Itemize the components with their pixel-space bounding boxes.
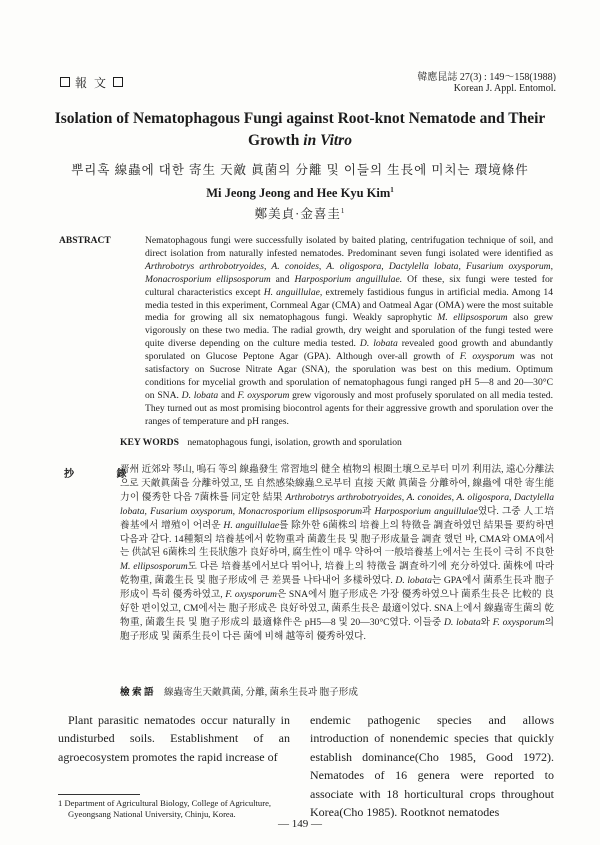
abstract-body-segment: Of these, six fungi were tested for cultural characteristics except bbox=[145, 273, 553, 298]
abstract-body-segment: F. oxysporum bbox=[459, 351, 515, 363]
paper-title-italic: in Vitro bbox=[303, 132, 352, 149]
journal-citation bbox=[417, 72, 556, 94]
box-glyph-right bbox=[113, 77, 123, 87]
korean-summary-body-segment: 와 bbox=[480, 616, 493, 628]
abstract-body-segment: grew vigorously and most profusely sporulated on all media tested. They turned out as most promising biocontrol agents for their aggressive growth and sporulation over the ranges of temperature and pH ranges. bbox=[145, 389, 553, 427]
abstract-body-segment: D. lobata bbox=[359, 338, 398, 350]
korean-summary-body-segment: 과 bbox=[362, 505, 375, 517]
korean-summary-body-segment: D. lobata bbox=[395, 575, 432, 587]
abstract-body-segment: and bbox=[270, 273, 295, 285]
korean-summary-body-segment: 였다. 그중 人工培養基에서 增殖이 어려운 bbox=[120, 505, 554, 531]
box-glyph-left bbox=[60, 77, 70, 87]
abstract-body-segment: Arthrobotrys arthrobotryoides, A. conoides, A. oligospora, Dactylella lobata, Fusarium oxysporum, Monacrosporium ellipsosporum bbox=[145, 260, 553, 285]
abstract-body-segment: Nematophagous fungi were successfully isolated by baited plating, centrifugation technique of soil, and direct isolation from naturally infested nematodes. Predominant seven fungi isolated were identified as bbox=[145, 235, 553, 259]
abstract-body-segment: also grew vigorously on these two media. The radial growth, dry weight and sporulation of the fungi tested were quite diverse depending on the culture media tested. bbox=[145, 312, 553, 350]
korean-key-words-text: 線蟲寄生天敵眞菌, 分離, 菌糸生長과 胞子形成 bbox=[163, 687, 358, 698]
abstract-body bbox=[145, 235, 553, 429]
section-label bbox=[60, 74, 123, 91]
korean-summary-body-segment: Arthrobotrys arthrobotryoides, A. conoides, A. oligospora, Dactylella lobata, Fusarium oxysporum, Monacrosporium ellipsosporum bbox=[120, 491, 555, 517]
authors-english bbox=[40, 186, 560, 201]
korean-key-words bbox=[120, 684, 560, 698]
korean-key-words-label: 檢 索 語 bbox=[120, 687, 154, 698]
korean-summary-body-segment: F. oxysporum bbox=[492, 616, 545, 628]
footnote-text: 1 Department of Agricultural Biology, College of Agriculture, Gyeongsang National University, Chinju, Korea. bbox=[58, 798, 272, 819]
footnote-rule bbox=[58, 794, 140, 795]
key-words-text: nematophagous fungi, isolation, growth and sporulation bbox=[187, 437, 402, 448]
abstract-body-segment: extremely fastidious fungus in artificial media. Among 14 media tested in this experiment, Cornmeal Agar (CMA) and Oatmeal Agar (OMA) were the most suitable media for growing all six nematophagous fungi. Weakly saprophytic bbox=[145, 286, 553, 324]
korean-summary-body-segment: 를 除外한 6菌株의 培養上의 特徵을 調査하였던 結果를 要約하면 다음과 같다. 14種類의 培養基에서 乾物重과 菌叢生長 및 胞子形成量을 調査 했던 바, CMA와 OMA에서는 供試된 6菌株의 生長狀態가 良好하며, 腐生性이 매우 약하여 一般培養基上에서는 生長이 극히 不良한 bbox=[120, 519, 554, 559]
footnote bbox=[58, 798, 290, 820]
page-number: — 149 — bbox=[278, 818, 322, 830]
abstract-body-segment: D. lobata bbox=[181, 389, 219, 401]
korean-summary-body-segment: M. ellipsosporum bbox=[120, 561, 188, 573]
section-label-text: 報 文 bbox=[75, 76, 109, 90]
korean-summary-body-segment: F. oxysporum bbox=[225, 589, 277, 601]
korean-summary-label: 抄 錄 bbox=[64, 469, 147, 480]
abstract-body-segment: revealed good growth and abundantly sporulated on Glucose Peptone Agar (GPA). Although over-all growth of bbox=[145, 338, 554, 363]
korean-summary-body-segment: Harposporium anguillulae bbox=[374, 505, 478, 517]
abstract-body-segment: and bbox=[218, 389, 238, 401]
key-words-label: KEY WORDS bbox=[120, 437, 179, 448]
abstract-label: ABSTRACT bbox=[59, 236, 111, 246]
korean-summary-body-segment: 은 SNA에서 胞子形成은 가장 優秀하였으나 菌系生長은 比較的 良好한 편이었고, CM에서는 胞子形成은 良好하였고, 菌系生長은 最適이었다. SNA上에서 線蟲寄生菌의 乾物重, 菌叢生長 및 胞子形成의 最適條件은 pH5—8 및 20—30°C였다. 이들중 bbox=[120, 589, 554, 628]
korean-summary-body bbox=[120, 463, 554, 644]
key-words bbox=[120, 437, 560, 448]
korean-summary-body-segment: 는 GPA에서 菌系生長과 胞子形成이 특히 優秀하였고, bbox=[120, 575, 555, 601]
journal-english-name: Korean J. Appl. Entomol. bbox=[453, 83, 556, 94]
abstract-body-segment: H. anguillulae, bbox=[263, 286, 323, 298]
authors-korean-affil-mark: 1 bbox=[340, 206, 346, 215]
paper-title-main: Isolation of Nematophagous Fungi against Root-knot Nematode and Their Growth bbox=[54, 110, 546, 149]
authors-korean-names: 鄭美貞·金喜圭 bbox=[254, 207, 341, 221]
korean-summary-body-segment: H. anguillulae bbox=[223, 519, 280, 531]
korean-summary-body-segment: 도 다른 培養基에서보다 뛰어나, 培養上의 特徵을 調査하기에 充分하였다. 菌株에 따라 乾物重, 菌叢生長 및 胞子形成에 큰 差異를 나타내어 多樣하였다. bbox=[120, 561, 554, 587]
abstract-body-segment: Harposporium anguillulae. bbox=[294, 273, 403, 285]
authors-korean bbox=[40, 204, 560, 222]
korean-summary-body-segment: 晋州 近郊와 琴山, 鳴石 等의 線蟲發生 常習地의 健全 植物의 根圈土壤으로부터 미끼 利用法, 遠心分離法으로 天敵眞菌을 分離하였고, 또 自然感染線蟲으로부터 直接 天敵 眞菌을 分離하여, 線蟲에 대한 寄生能力이 優秀한 다음 7菌株를 同定한 結果 bbox=[120, 464, 554, 503]
korean-summary-body-segment: 의 胞子形成 및 菌系生長이 다른 菌에 비해 越等히 優秀하였다. bbox=[120, 616, 554, 642]
abstract-body-segment: F. oxysporum bbox=[237, 389, 290, 401]
abstract-body-segment: M. ellipsosporum bbox=[437, 312, 508, 324]
authors-english-names: Mi Jeong Jeong and Hee Kyu Kim bbox=[206, 186, 391, 201]
body-column-right: endemic pathogenic species and allows introduction of nonendemic species that quickly establish dominance(Cho 1985, Good 1972). Nematodes of 16 genera were reported to associate with 18 horticultural crops throughout Korea(Cho 1985). Rootknot nematodes bbox=[310, 713, 554, 820]
body-column-left: Plant parasitic nematodes occur naturally in undisturbed soils. Establishment of an agroecosystem promotes the rapid increase of bbox=[58, 713, 290, 764]
korean-summary-body-segment: D. lobata bbox=[443, 616, 481, 628]
abstract-body-segment: was not satisfactory on Sucrose Nitrate Agar (SNA), the sporulation was best on this medium. Optimum conditions for mycelial growth and sporulation of nematophagous fungi ranged pH 5—8 and 20—30°C on SNA. bbox=[145, 351, 553, 401]
paper-title-korean: 뿌리혹 線蟲에 대한 寄生 天敵 眞菌의 分離 및 이들의 生長에 미치는 環境條件 bbox=[71, 163, 529, 177]
paper-title bbox=[40, 108, 560, 152]
authors-english-affil-mark: 1 bbox=[390, 186, 394, 194]
journal-korean-citation: 韓應昆誌 27(3) : 149～158(1988) bbox=[417, 72, 556, 83]
